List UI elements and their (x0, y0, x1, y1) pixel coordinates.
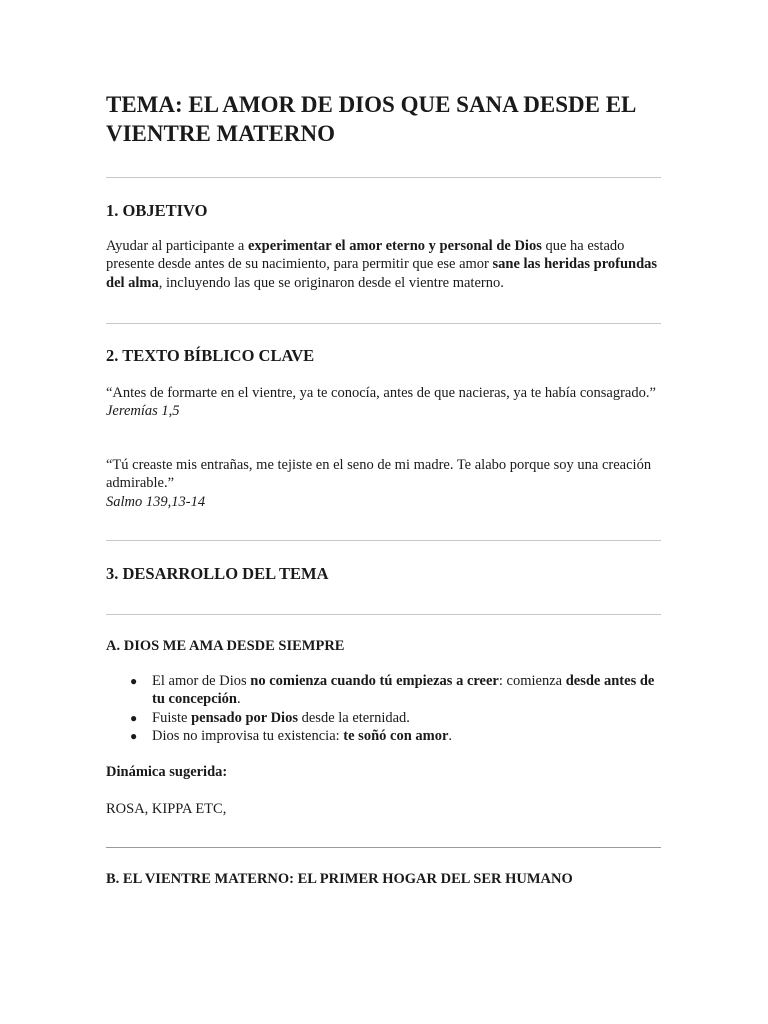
objective-paragraph: Ayudar al participante a experimentar el amor eterno y personal de Dios que ha estado presente desde antes de su nacimiento, para permitir que ese amor sane las heridas profundas del alma, incluyendo las que se originaron desde el vientre materno. (106, 238, 658, 291)
section-heading-desarrollo: 3. DESARROLLO DEL TEMA (106, 564, 329, 583)
section-heading-texto-biblico: 2. TEXTO BÍBLICO CLAVE (106, 346, 315, 365)
divider (106, 540, 661, 541)
emphasis-text: sane las heridas profundas del alma (106, 256, 658, 291)
emphasis-text: te soñó con amor (343, 728, 449, 745)
bible-citation-1: Jeremías 1,5 (106, 403, 180, 420)
emphasis-text: no comienza cuando tú empiezas a creer (250, 673, 499, 689)
page-title: TEMA: EL AMOR DE DIOS QUE SANA DESDE EL VIENTRE MATERNO (106, 92, 636, 146)
bible-quote-1: “Antes de formarte en el vientre, ya te conocía, antes de que nacieras, ya te había consagrado.” Jeremías 1,5 (106, 385, 656, 420)
bullet-list (106, 672, 662, 746)
subheading-b: B. EL VIENTRE MATERNO: EL PRIMER HOGAR DEL SER HUMANO (106, 871, 573, 887)
list-item: ● Fuiste pensado por Dios desde la eternidad. (130, 709, 410, 726)
emphasis-text: experimentar el amor eterno y personal de Dios (248, 238, 542, 254)
dinamica-label: Dinámica sugerida: (106, 764, 228, 780)
divider (106, 847, 661, 848)
bible-quote-2: “Tú creaste mis entrañas, me tejiste en el seno de mi madre. Te alabo porque soy una creación admirable.” Salmo 139,13-14 (106, 457, 652, 510)
section-heading-objetivo: 1. OBJETIVO (106, 201, 208, 220)
emphasis-text: pensado por Dios (191, 709, 298, 726)
divider (106, 323, 661, 324)
bullet-icon: ● (130, 710, 138, 725)
bullet-icon: ● (130, 674, 138, 688)
list-item: ● El amor de Dios no comienza cuando tú empiezas a creer: comienza desde antes de tu concepción. (130, 673, 655, 708)
emphasis-text: desde antes de tu concepción (152, 673, 655, 708)
bible-citation-2: Salmo 139,13-14 (106, 493, 206, 510)
divider (106, 614, 661, 615)
list-item: ● Dios no improvisa tu existencia: te soñó con amor. (130, 728, 453, 745)
dinamica-text: ROSA, KIPPA ETC, (106, 801, 227, 817)
bullet-icon: ● (130, 729, 138, 744)
divider (106, 177, 661, 178)
subheading-a: A. DIOS ME AMA DESDE SIEMPRE (106, 638, 345, 654)
